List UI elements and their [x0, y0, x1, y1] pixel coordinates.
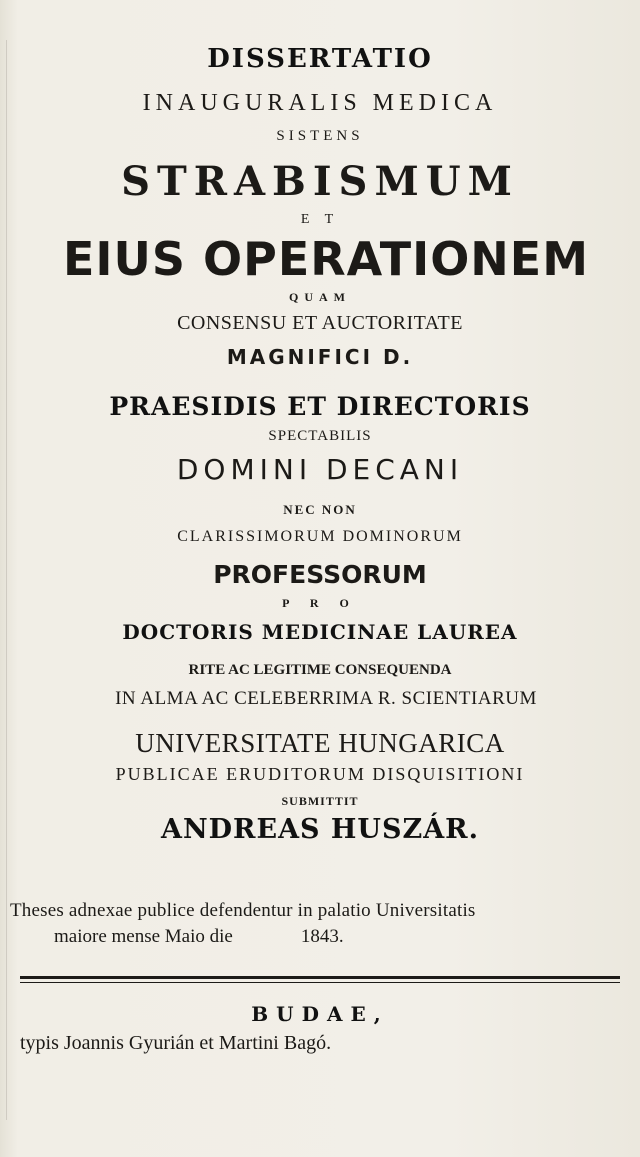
heading-dissertatio: DISSERTATIO — [207, 44, 433, 74]
heading-domini-decani: DOMINI DECANI — [176, 453, 464, 486]
text-doctoris-medicinae-laurea: DOCTORIS MEDICINAE LAUREA — [122, 620, 518, 644]
heading-strabismum: STRABISMUM — [121, 158, 519, 205]
text-et: E T — [300, 212, 340, 227]
text-magnifici: MAGNIFICI D. — [226, 345, 414, 369]
divider-rule-thick — [20, 976, 620, 979]
defense-note-date-text: maiore mense Maio die — [54, 926, 233, 947]
defense-note-line-2 — [54, 926, 634, 948]
text-consensu-et-auctoritate: CONSENSU ET AUCTORITATE — [177, 312, 463, 334]
text-spectabilis: SPECTABILIS — [268, 428, 372, 444]
text-praesidis-et-directoris: PRAESIDIS ET DIRECTORIS — [109, 392, 531, 421]
text-pro: P R O — [282, 596, 358, 610]
text-in-alma: IN ALMA AC CELEBERRIMA R. SCIENTIARUM — [115, 688, 537, 709]
text-quam: QUAM — [289, 290, 351, 304]
imprint-city: BUDAE, — [251, 1002, 389, 1026]
text-sistens: SISTENS — [276, 128, 364, 144]
divider-rule-thin — [20, 982, 620, 983]
text-submittit: SUBMITTIT — [281, 794, 359, 808]
text-nec-non: NEC NON — [283, 502, 357, 517]
defense-note-year: 1843. — [300, 926, 344, 947]
text-rite-ac-legitime: RITE AC LEGITIME CONSEQUENDA — [188, 662, 452, 678]
heading-inauguralis-medica: INAUGURALIS MEDICA — [142, 90, 498, 116]
heading-universitate-hungarica: UNIVERSITATE HUNGARICA — [135, 728, 505, 758]
heading-professorum: PROFESSORUM — [213, 560, 427, 589]
text-clarissimorum-dominorum: CLARISSIMORUM DOMINORUM — [177, 528, 463, 545]
text-publicae-eruditorum: PUBLICAE ERUDITORUM DISQUISITIONI — [115, 764, 525, 784]
imprint-printer: typis Joannis Gyurián et Martini Bagó. — [20, 1032, 332, 1054]
defense-note-line-1: Theses adnexae publice defendentur in palatio Universitatis — [10, 900, 476, 921]
heading-eius-operationem: EIUS OPERATIONEM — [62, 232, 590, 286]
author-name: ANDREAS HUSZÁR. — [161, 814, 479, 845]
